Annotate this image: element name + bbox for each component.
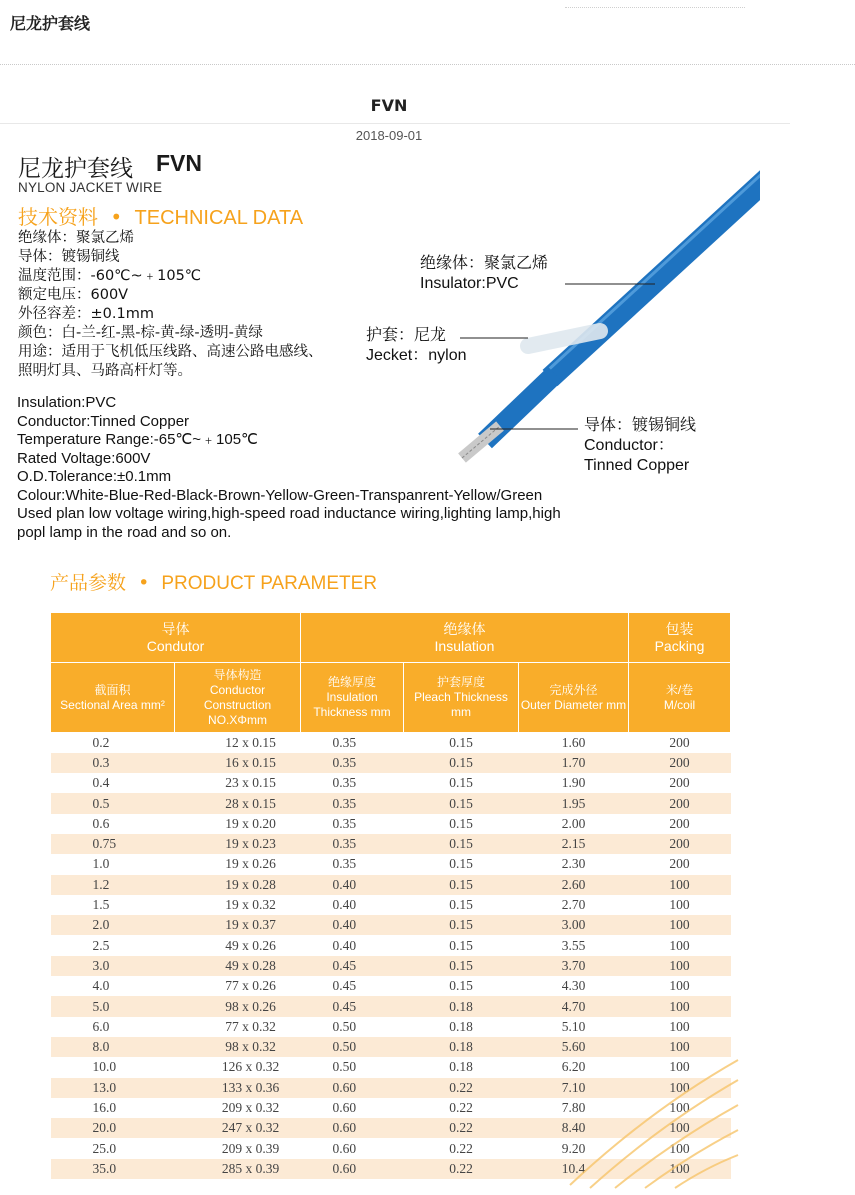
cell-pleach-thickness: 0.15	[404, 773, 519, 793]
cell-pleach-thickness: 0.18	[404, 1057, 519, 1077]
cell-packing: 100	[629, 1098, 731, 1118]
product-title-cn: 尼龙护套线	[18, 156, 133, 182]
group-header-packing	[629, 613, 731, 663]
heading-bullet: •	[138, 572, 150, 594]
product-parameter-heading-en: PRODUCT PARAMETER	[161, 573, 378, 594]
cell-packing: 100	[629, 996, 731, 1016]
cell-construction: 77 x 0.26	[175, 976, 301, 996]
cell-outer-diameter: 8.40	[519, 1118, 629, 1138]
table-row	[51, 773, 731, 793]
cell-outer-diameter: 2.30	[519, 854, 629, 874]
cell-packing: 200	[629, 773, 731, 793]
group-header-conductor	[51, 613, 301, 663]
cell-packing: 100	[629, 1138, 731, 1158]
cell-pleach-thickness: 0.22	[404, 1078, 519, 1098]
cell-outer-diameter: 1.90	[519, 773, 629, 793]
cell-construction: 23 x 0.15	[175, 773, 301, 793]
header-divider-decoration	[565, 7, 745, 8]
cell-insulation-thickness: 0.45	[301, 996, 404, 1016]
table-row	[51, 915, 731, 935]
cell-insulation-thickness: 0.40	[301, 935, 404, 955]
page-title: 尼龙护套线	[10, 14, 91, 33]
cell-packing: 100	[629, 895, 731, 915]
cell-outer-diameter: 2.70	[519, 895, 629, 915]
cell-outer-diameter: 5.10	[519, 1017, 629, 1037]
cell-packing: 100	[629, 915, 731, 935]
cell-outer-diameter: 7.10	[519, 1078, 629, 1098]
cell-sectional-area: 35.0	[51, 1159, 175, 1179]
jacket-callout	[366, 326, 467, 366]
cell-packing: 100	[629, 1037, 731, 1057]
cell-insulation-thickness: 0.45	[301, 976, 404, 996]
spec-cn-line: 导体：镀锡铜线	[18, 249, 120, 265]
cell-construction: 98 x 0.32	[175, 1037, 301, 1057]
table-row	[51, 1017, 731, 1037]
table-row	[51, 895, 731, 915]
cell-insulation-thickness: 0.60	[301, 1118, 404, 1138]
group-header-cn: 导体	[161, 620, 190, 637]
cell-outer-diameter: 1.95	[519, 793, 629, 813]
conductor-callout-cn: 导体：镀锡铜线	[584, 417, 697, 434]
column-header-cn: 米/卷	[665, 682, 694, 697]
cell-construction: 133 x 0.36	[175, 1078, 301, 1098]
cell-pleach-thickness: 0.15	[404, 814, 519, 834]
table-row	[51, 1098, 731, 1118]
cell-sectional-area: 13.0	[51, 1078, 175, 1098]
spec-en-line: popl lamp in the road and so on.	[17, 523, 232, 541]
cell-pleach-thickness: 0.18	[404, 996, 519, 1016]
cell-insulation-thickness: 0.35	[301, 814, 404, 834]
cell-pleach-thickness: 0.15	[404, 915, 519, 935]
cell-sectional-area: 6.0	[51, 1017, 175, 1037]
cell-construction: 49 x 0.28	[175, 956, 301, 976]
insulator-callout-cn: 绝缘体：聚氯乙烯	[420, 255, 549, 272]
cell-insulation-thickness: 0.50	[301, 1037, 404, 1057]
cell-sectional-area: 2.5	[51, 935, 175, 955]
cell-insulation-thickness: 0.35	[301, 753, 404, 773]
column-header-en: Conductor Construction NO.XΦmm	[203, 682, 272, 727]
table-row	[51, 935, 731, 955]
group-header-en: Insulation	[434, 637, 495, 654]
spec-en-line: Temperature Range:-65℃~﹢105℃	[17, 431, 258, 448]
spec-cn-line: 颜色：白-兰-红-黑-棕-黄-绿-透明-黄绿	[18, 325, 263, 341]
cell-packing: 100	[629, 875, 731, 895]
cell-packing: 100	[629, 1078, 731, 1098]
cell-pleach-thickness: 0.22	[404, 1118, 519, 1138]
cell-pleach-thickness: 0.18	[404, 1017, 519, 1037]
table-row	[51, 1037, 731, 1057]
table-row	[51, 854, 731, 874]
cell-packing: 100	[629, 976, 731, 996]
spec-en-line: Rated Voltage:600V	[17, 449, 151, 467]
cell-construction: 16 x 0.15	[175, 753, 301, 773]
table-row	[51, 1057, 731, 1077]
cell-insulation-thickness: 0.60	[301, 1098, 404, 1118]
cell-sectional-area: 0.2	[51, 733, 175, 753]
cell-construction: 19 x 0.37	[175, 915, 301, 935]
cell-pleach-thickness: 0.15	[404, 733, 519, 753]
jacket-callout-en: Jecket：nylon	[366, 347, 467, 364]
cell-sectional-area: 2.0	[51, 915, 175, 935]
table-row	[51, 976, 731, 996]
cell-packing: 100	[629, 1057, 731, 1077]
cell-packing: 200	[629, 834, 731, 854]
table-row	[51, 1078, 731, 1098]
table-row	[51, 834, 731, 854]
table-row	[51, 1118, 731, 1138]
table-row	[51, 793, 731, 813]
cell-insulation-thickness: 0.35	[301, 854, 404, 874]
column-header-cn: 完成外径	[549, 682, 598, 697]
spec-cn-line: 温度范围：-60℃~﹢105℃	[18, 268, 202, 284]
insulator-callout-en: Insulator:PVC	[420, 275, 519, 292]
spec-en-line: Conductor:Tinned Copper	[17, 412, 190, 430]
column-header-en: Insulation Thickness mm	[313, 690, 391, 719]
column-header-cn: 导体构造	[213, 667, 262, 682]
table-row	[51, 753, 731, 773]
cell-packing: 100	[629, 1159, 731, 1179]
cell-packing: 100	[629, 935, 731, 955]
table-row	[51, 1138, 731, 1158]
cell-pleach-thickness: 0.15	[404, 935, 519, 955]
cell-construction: 98 x 0.26	[175, 996, 301, 1016]
cell-sectional-area: 0.5	[51, 793, 175, 813]
cell-pleach-thickness: 0.15	[404, 753, 519, 773]
cell-insulation-thickness: 0.50	[301, 1017, 404, 1037]
cell-outer-diameter: 9.20	[519, 1138, 629, 1158]
table-row	[51, 956, 731, 976]
cell-sectional-area: 20.0	[51, 1118, 175, 1138]
parameter-table-body	[51, 733, 731, 1180]
cell-pleach-thickness: 0.15	[404, 875, 519, 895]
cell-pleach-thickness: 0.22	[404, 1159, 519, 1179]
group-header-cn: 包装	[665, 620, 694, 637]
cell-packing: 200	[629, 814, 731, 834]
cell-insulation-thickness: 0.60	[301, 1138, 404, 1158]
conductor-callout-en-2: Tinned Copper	[584, 457, 690, 474]
cell-outer-diameter: 2.15	[519, 834, 629, 854]
cell-pleach-thickness: 0.15	[404, 956, 519, 976]
article-title-divider	[0, 123, 790, 124]
header-divider	[0, 64, 855, 65]
spec-en-line: Insulation:PVC	[17, 394, 117, 411]
cell-sectional-area: 1.5	[51, 895, 175, 915]
conductor-callout	[584, 416, 696, 476]
product-spec-image	[10, 146, 760, 550]
cell-pleach-thickness: 0.15	[404, 854, 519, 874]
spec-cn-line: 照明灯具、马路高杆灯等。	[18, 363, 192, 379]
cell-insulation-thickness: 0.35	[301, 834, 404, 854]
article-title: FVN	[370, 96, 408, 115]
table-row	[51, 996, 731, 1016]
column-header-cn: 截面积	[94, 682, 131, 697]
column-header-packing	[629, 663, 731, 733]
cell-outer-diameter: 7.80	[519, 1098, 629, 1118]
table-row	[51, 733, 731, 753]
column-header-pleach-thickness	[404, 663, 519, 733]
table-row	[51, 814, 731, 834]
cell-sectional-area: 8.0	[51, 1037, 175, 1057]
cell-construction: 285 x 0.39	[175, 1159, 301, 1179]
cell-construction: 19 x 0.23	[175, 834, 301, 854]
technical-data-heading-cn: 技术资料	[18, 205, 98, 229]
cell-outer-diameter: 2.00	[519, 814, 629, 834]
column-header-insulation-thickness	[301, 663, 404, 733]
product-title-code: FVN	[156, 150, 202, 176]
cell-insulation-thickness: 0.35	[301, 733, 404, 753]
cell-outer-diameter: 4.30	[519, 976, 629, 996]
spec-en-line: Colour:White-Blue-Red-Black-Brown-Yellow-Green-Transpanrent-Yellow/Green	[17, 486, 543, 504]
cell-packing: 200	[629, 733, 731, 753]
cell-insulation-thickness: 0.60	[301, 1078, 404, 1098]
column-header-en: Pleach Thickness mm	[414, 690, 508, 719]
cell-insulation-thickness: 0.45	[301, 956, 404, 976]
cell-outer-diameter: 3.00	[519, 915, 629, 935]
cell-outer-diameter: 10.4	[519, 1159, 629, 1179]
cell-pleach-thickness: 0.15	[404, 834, 519, 854]
cell-packing: 100	[629, 956, 731, 976]
group-header-en: Packing	[654, 637, 705, 654]
cell-insulation-thickness: 0.40	[301, 875, 404, 895]
cell-insulation-thickness: 0.50	[301, 1057, 404, 1077]
cell-insulation-thickness: 0.60	[301, 1159, 404, 1179]
column-header-cn: 绝缘厚度	[327, 675, 376, 689]
cell-packing: 200	[629, 793, 731, 813]
cell-pleach-thickness: 0.22	[404, 1098, 519, 1118]
cell-outer-diameter: 3.55	[519, 935, 629, 955]
cell-construction: 209 x 0.39	[175, 1138, 301, 1158]
table-row	[51, 875, 731, 895]
cell-construction: 247 x 0.32	[175, 1118, 301, 1138]
cell-sectional-area: 0.75	[51, 834, 175, 854]
column-header-construction	[175, 663, 301, 733]
cell-sectional-area: 3.0	[51, 956, 175, 976]
cell-construction: 209 x 0.32	[175, 1098, 301, 1118]
insulator-callout	[420, 254, 548, 294]
group-header-insulation	[301, 613, 629, 663]
spec-en-line: Used plan low voltage wiring,high-speed road inductance wiring,lighting lamp,high	[17, 505, 561, 522]
cell-outer-diameter: 3.70	[519, 956, 629, 976]
jacket-callout-cn: 护套：尼龙	[366, 327, 447, 344]
cell-construction: 19 x 0.20	[175, 814, 301, 834]
spec-en-line: O.D.Tolerance:±0.1mm	[17, 468, 172, 485]
cell-construction: 19 x 0.26	[175, 854, 301, 874]
table-row	[51, 1159, 731, 1179]
cell-pleach-thickness: 0.22	[404, 1138, 519, 1158]
product-parameter-heading-cn: 产品参数	[50, 572, 127, 594]
cell-insulation-thickness: 0.35	[301, 793, 404, 813]
spec-cn-line: 外径容差：±0.1mm	[18, 306, 154, 322]
cell-sectional-area: 5.0	[51, 996, 175, 1016]
cell-construction: 19 x 0.32	[175, 895, 301, 915]
cell-construction: 28 x 0.15	[175, 793, 301, 813]
cell-pleach-thickness: 0.15	[404, 793, 519, 813]
cell-outer-diameter: 5.60	[519, 1037, 629, 1057]
cell-outer-diameter: 1.70	[519, 753, 629, 773]
cell-construction: 49 x 0.26	[175, 935, 301, 955]
heading-bullet: •	[110, 205, 123, 229]
cell-sectional-area: 16.0	[51, 1098, 175, 1118]
product-parameter-table	[50, 612, 731, 1179]
cell-outer-diameter: 4.70	[519, 996, 629, 1016]
cell-packing: 100	[629, 1118, 731, 1138]
cell-pleach-thickness: 0.15	[404, 895, 519, 915]
cell-sectional-area: 25.0	[51, 1138, 175, 1158]
product-subtitle: NYLON JACKET WIRE	[18, 180, 163, 195]
cell-sectional-area: 0.6	[51, 814, 175, 834]
column-header-en: Sectional Area mm²	[60, 697, 165, 712]
cell-sectional-area: 0.3	[51, 753, 175, 773]
cell-outer-diameter: 2.60	[519, 875, 629, 895]
conductor-callout-en-1: Conductor：	[584, 437, 674, 454]
product-parameter-heading	[50, 568, 377, 595]
cell-construction: 126 x 0.32	[175, 1057, 301, 1077]
technical-data-heading-en: TECHNICAL DATA	[134, 207, 304, 229]
group-header-en: Condutor	[146, 637, 205, 654]
cell-packing: 200	[629, 854, 731, 874]
cell-sectional-area: 1.2	[51, 875, 175, 895]
cell-outer-diameter: 1.60	[519, 733, 629, 753]
cell-packing: 200	[629, 753, 731, 773]
spec-cn-line: 额定电压：600V	[18, 287, 129, 303]
cell-construction: 77 x 0.32	[175, 1017, 301, 1037]
column-header-outer-diameter	[519, 663, 629, 733]
spec-cn-line: 绝缘体：聚氯乙烯	[18, 230, 134, 246]
column-header-cn: 护套厚度	[436, 675, 485, 689]
cell-sectional-area: 1.0	[51, 854, 175, 874]
cell-insulation-thickness: 0.35	[301, 773, 404, 793]
cell-insulation-thickness: 0.40	[301, 915, 404, 935]
group-header-cn: 绝缘体	[443, 620, 486, 637]
cell-sectional-area: 10.0	[51, 1057, 175, 1077]
column-header-en: Outer Diameter mm	[520, 697, 627, 712]
cell-outer-diameter: 6.20	[519, 1057, 629, 1077]
cell-insulation-thickness: 0.40	[301, 895, 404, 915]
article-date: 2018-09-01	[355, 128, 423, 143]
cell-sectional-area: 0.4	[51, 773, 175, 793]
column-header-sectional-area	[51, 663, 175, 733]
cell-construction: 12 x 0.15	[175, 733, 301, 753]
cell-construction: 19 x 0.28	[175, 875, 301, 895]
cell-pleach-thickness: 0.18	[404, 1037, 519, 1057]
cell-pleach-thickness: 0.15	[404, 976, 519, 996]
spec-cn-line: 用途：适用于飞机低压线路、高速公路电感线、	[18, 344, 323, 360]
column-header-en: M/coil	[663, 697, 696, 712]
cell-sectional-area: 4.0	[51, 976, 175, 996]
cell-packing: 100	[629, 1017, 731, 1037]
